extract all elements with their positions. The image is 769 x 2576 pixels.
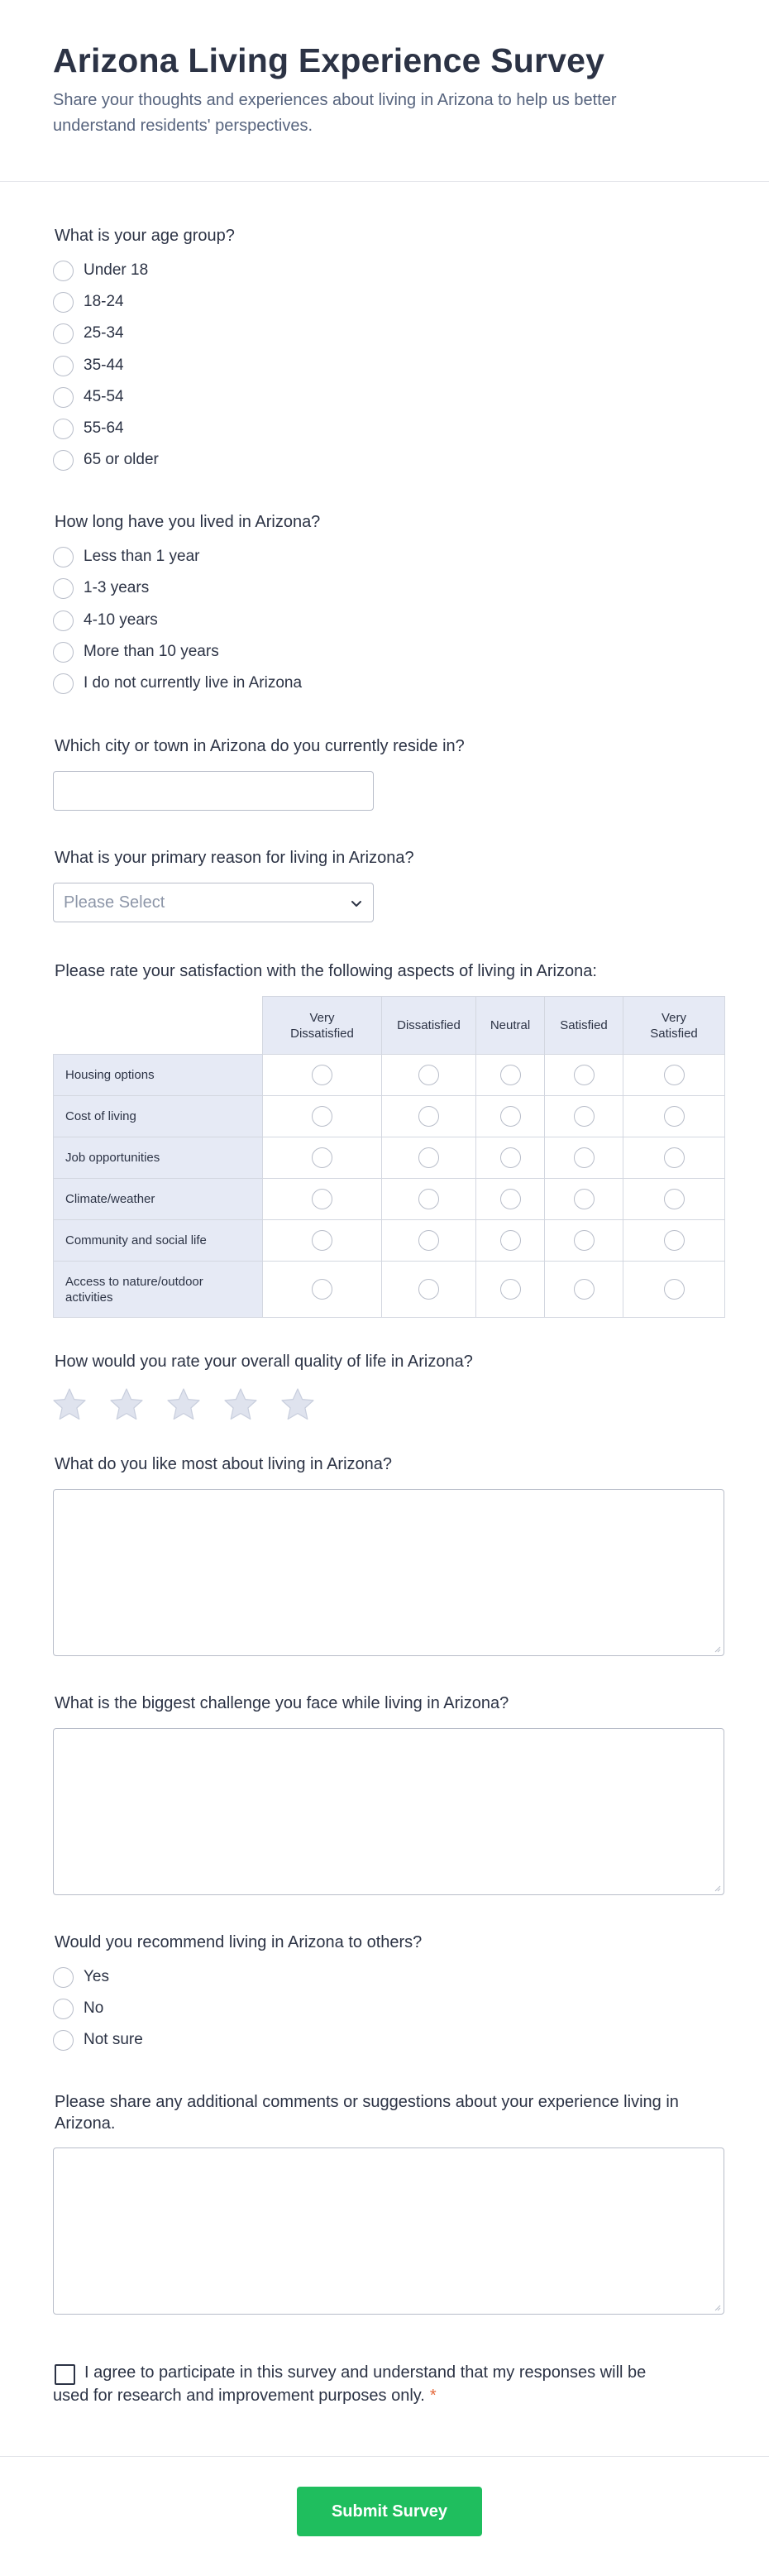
radio-button[interactable] — [53, 547, 74, 567]
resize-grip-icon[interactable] — [713, 2303, 721, 2311]
radio-button[interactable] — [53, 610, 74, 631]
page-subtitle: Share your thoughts and experiences about living in Arizona to help us better understand residents' perspectives. — [53, 91, 617, 135]
radio-option-age[interactable] — [53, 385, 124, 409]
consent-text — [53, 2361, 665, 2407]
matrix-cell[interactable] — [623, 1220, 725, 1262]
matrix-row-label: Climate/weather — [54, 1179, 263, 1220]
matrix-cell[interactable] — [476, 1179, 545, 1220]
radio-option-age[interactable] — [53, 321, 124, 346]
radio-button[interactable] — [500, 1106, 521, 1127]
matrix-column-header: Dissatisfied — [382, 997, 476, 1055]
consent-checkbox-row[interactable] — [53, 2361, 665, 2407]
radio-option-duration[interactable] — [53, 576, 149, 601]
matrix-cell[interactable] — [623, 1055, 725, 1096]
matrix-column-header: Very Satisfied — [623, 997, 725, 1055]
radio-option-duration[interactable] — [53, 608, 158, 633]
radio-button[interactable] — [418, 1189, 439, 1209]
radio-button[interactable] — [53, 419, 74, 439]
radio-button[interactable] — [312, 1230, 332, 1251]
matrix-cell[interactable] — [382, 1220, 476, 1262]
matrix-cell[interactable] — [545, 1179, 623, 1220]
radio-option-duration[interactable] — [53, 639, 219, 664]
radio-button[interactable] — [574, 1189, 595, 1209]
matrix-cell[interactable] — [545, 1055, 623, 1096]
radio-button[interactable] — [574, 1065, 595, 1085]
radio-button[interactable] — [53, 356, 74, 376]
question-like-label: What do you like most about living in Arizona? — [55, 1455, 392, 1473]
radio-option-label: Under 18 — [84, 261, 149, 279]
question-reason-label: What is your primary reason for living in Arizona? — [55, 849, 414, 867]
submit-survey-button[interactable]: Submit Survey — [297, 2487, 482, 2536]
radio-button[interactable] — [664, 1189, 685, 1209]
matrix-cell[interactable] — [476, 1137, 545, 1179]
select-placeholder: Please Select — [64, 893, 165, 912]
matrix-cell[interactable] — [263, 1055, 382, 1096]
radio-button[interactable] — [574, 1147, 595, 1168]
radio-button[interactable] — [53, 1999, 74, 2019]
radio-button[interactable] — [53, 323, 74, 344]
radio-button[interactable] — [664, 1230, 685, 1251]
matrix-cell[interactable] — [623, 1179, 725, 1220]
matrix-column-header: Satisfied — [545, 997, 623, 1055]
footer-divider — [0, 2456, 769, 2457]
radio-button[interactable] — [53, 2030, 74, 2051]
matrix-cell[interactable] — [263, 1220, 382, 1262]
matrix-row — [54, 1220, 725, 1262]
radio-button[interactable] — [418, 1106, 439, 1127]
radio-option-label: 4-10 years — [84, 611, 158, 629]
radio-option-label: Yes — [84, 1968, 109, 1985]
radio-button[interactable] — [500, 1189, 521, 1209]
radio-option-age[interactable] — [53, 416, 124, 441]
matrix-row — [54, 1137, 725, 1179]
star-icon[interactable] — [108, 1386, 145, 1423]
radio-button[interactable] — [574, 1230, 595, 1251]
radio-button[interactable] — [312, 1279, 332, 1300]
question-challenge-label: What is the biggest challenge you face while living in Arizona? — [55, 1694, 509, 1712]
matrix-row — [54, 1096, 725, 1137]
radio-option-label: 1-3 years — [84, 579, 150, 596]
radio-option-label: 65 or older — [84, 451, 159, 468]
question-quality-label: How would you rate your overall quality of life in Arizona? — [55, 1353, 473, 1371]
matrix-cell[interactable] — [382, 1055, 476, 1096]
radio-button[interactable] — [500, 1279, 521, 1300]
matrix-cell[interactable] — [545, 1262, 623, 1318]
matrix-cell[interactable] — [476, 1262, 545, 1318]
radio-option-recommend[interactable] — [53, 1965, 109, 1989]
matrix-cell[interactable] — [382, 1096, 476, 1137]
matrix-cell[interactable] — [545, 1220, 623, 1262]
star-icon[interactable] — [279, 1386, 316, 1423]
question-satisfaction-label: Please rate your satisfaction with the following aspects of living in Arizona: — [55, 962, 597, 980]
radio-button[interactable] — [418, 1147, 439, 1168]
matrix-column-header: Very Dissatisfied — [263, 997, 382, 1055]
page-title: Arizona Living Experience Survey — [53, 41, 605, 79]
radio-button[interactable] — [574, 1106, 595, 1127]
matrix-cell[interactable] — [623, 1262, 725, 1318]
radio-option-label: More than 10 years — [84, 643, 219, 660]
form-header — [0, 0, 769, 182]
matrix-cell[interactable] — [476, 1096, 545, 1137]
matrix-row-label: Cost of living — [54, 1096, 263, 1137]
matrix-cell[interactable] — [545, 1137, 623, 1179]
radio-button[interactable] — [312, 1106, 332, 1127]
radio-button[interactable] — [574, 1279, 595, 1300]
matrix-row — [54, 1262, 725, 1318]
radio-button[interactable] — [53, 1967, 74, 1988]
radio-button[interactable] — [53, 642, 74, 663]
radio-option-label: No — [84, 1999, 104, 2017]
radio-button[interactable] — [500, 1147, 521, 1168]
radio-button[interactable] — [53, 292, 74, 313]
radio-button[interactable] — [418, 1279, 439, 1300]
matrix-cell[interactable] — [263, 1096, 382, 1137]
radio-option-label: 55-64 — [84, 419, 124, 437]
radio-button[interactable] — [53, 261, 74, 281]
matrix-cell[interactable] — [476, 1220, 545, 1262]
star-icon[interactable] — [51, 1386, 88, 1423]
radio-button[interactable] — [664, 1065, 685, 1085]
matrix-cell[interactable] — [263, 1179, 382, 1220]
matrix-cell[interactable] — [545, 1096, 623, 1137]
radio-button[interactable] — [500, 1230, 521, 1251]
radio-button[interactable] — [500, 1065, 521, 1085]
question-duration-label: How long have you lived in Arizona? — [55, 513, 321, 531]
radio-button[interactable] — [664, 1106, 685, 1127]
matrix-row-label: Job opportunities — [54, 1137, 263, 1179]
star-icon[interactable] — [165, 1386, 202, 1423]
radio-option-age[interactable] — [53, 448, 159, 472]
radio-option-duration[interactable] — [53, 544, 199, 569]
radio-option-label: Not sure — [84, 2031, 143, 2048]
radio-option-label: 18-24 — [84, 293, 124, 310]
city-input[interactable] — [53, 771, 374, 811]
radio-option-age[interactable] — [53, 290, 124, 314]
comments-textarea[interactable] — [53, 2147, 724, 2315]
radio-button[interactable] — [418, 1065, 439, 1085]
radio-option-duration[interactable] — [53, 671, 302, 696]
question-city-label: Which city or town in Arizona do you currently reside in? — [55, 737, 465, 755]
radio-option-label: I do not currently live in Arizona — [84, 674, 303, 692]
matrix-cell[interactable] — [263, 1137, 382, 1179]
radio-button[interactable] — [53, 450, 74, 471]
radio-button[interactable] — [53, 578, 74, 599]
matrix-row-label: Access to nature/outdoor activities — [54, 1262, 263, 1318]
radio-option-recommend[interactable] — [53, 1996, 103, 2021]
matrix-cell[interactable] — [263, 1262, 382, 1318]
matrix-row-label: Community and social life — [54, 1220, 263, 1262]
radio-button[interactable] — [312, 1147, 332, 1168]
radio-option-recommend[interactable] — [53, 2028, 143, 2052]
matrix-row — [54, 1179, 725, 1220]
radio-option-label: 35-44 — [84, 357, 124, 374]
like-textarea[interactable] — [53, 1489, 724, 1656]
matrix-cell[interactable] — [476, 1055, 545, 1096]
matrix-corner — [54, 997, 263, 1055]
consent-label: I agree to participate in this survey and understand that my responses will be used for research and improvement purposes only. — [53, 2363, 647, 2405]
consent-checkbox[interactable] — [55, 2364, 75, 2385]
question-comments-label: Please share any additional comments or suggestions about your experience living in Arizona. — [55, 2093, 679, 2133]
question-age-label: What is your age group? — [55, 227, 235, 245]
radio-option-label: 45-54 — [84, 388, 124, 405]
matrix-cell[interactable] — [623, 1096, 725, 1137]
matrix-row-label: Housing options — [54, 1055, 263, 1096]
chevron-down-icon — [350, 897, 363, 910]
radio-button[interactable] — [312, 1065, 332, 1085]
required-asterisk: * — [429, 2387, 437, 2405]
radio-button[interactable] — [312, 1189, 332, 1209]
radio-button[interactable] — [664, 1147, 685, 1168]
matrix-column-header: Neutral — [476, 997, 545, 1055]
question-recommend-label: Would you recommend living in Arizona to others? — [55, 1933, 423, 1951]
radio-button[interactable] — [664, 1279, 685, 1300]
matrix-cell[interactable] — [623, 1137, 725, 1179]
matrix-row — [54, 1055, 725, 1096]
resize-grip-icon[interactable] — [713, 1645, 721, 1653]
star-icon[interactable] — [222, 1386, 259, 1423]
radio-option-label: Less than 1 year — [84, 548, 200, 565]
radio-option-label: 25-34 — [84, 324, 124, 342]
radio-button[interactable] — [418, 1230, 439, 1251]
satisfaction-matrix — [53, 996, 725, 1318]
matrix-cell[interactable] — [382, 1179, 476, 1220]
matrix-cell[interactable] — [382, 1262, 476, 1318]
radio-option-age[interactable] — [53, 353, 124, 378]
reason-select[interactable] — [53, 883, 374, 922]
radio-button[interactable] — [53, 387, 74, 408]
star-rating — [51, 1386, 337, 1423]
challenge-textarea[interactable] — [53, 1728, 724, 1895]
matrix-cell[interactable] — [382, 1137, 476, 1179]
radio-button[interactable] — [53, 673, 74, 694]
resize-grip-icon[interactable] — [713, 1884, 721, 1892]
radio-option-age[interactable] — [53, 258, 148, 283]
